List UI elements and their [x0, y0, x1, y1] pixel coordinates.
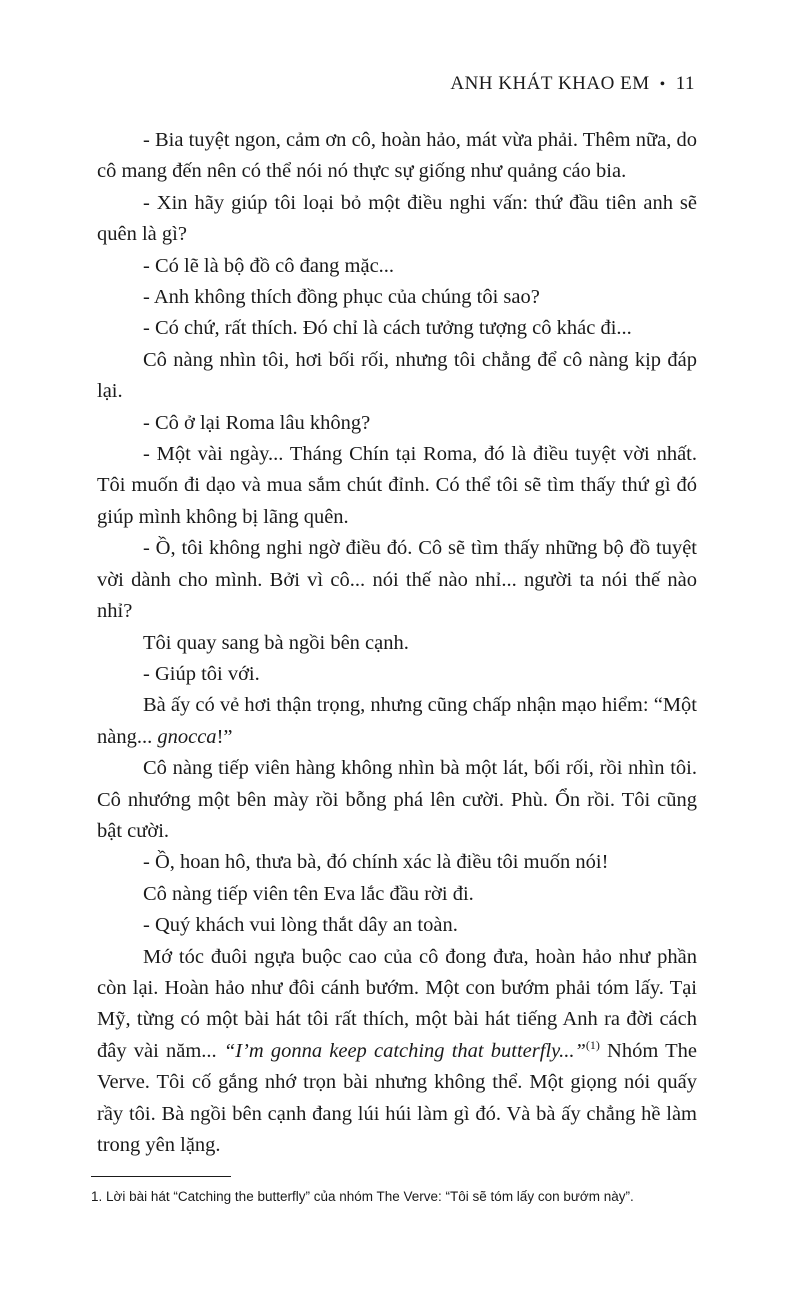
italic-word: gnocca [157, 725, 217, 748]
paragraph: Cô nàng tiếp viên tên Eva lắc đầu rời đi. [143, 882, 474, 905]
paragraph: - Bia tuyệt ngon, cảm ơn cô, hoàn hảo, mát vừa phải. Thêm nữa, do cô mang đến nên có thể nói nó thực sự giống như quảng cáo bia. [97, 129, 697, 183]
paragraph: - Một vài ngày... Tháng Chín tại Roma, đó là điều tuyệt vời nhất. Tôi muốn đi dạo và mua sắm chút đỉnh. Có thể tôi sẽ tìm thấy thứ gì đó giúp mình không bị lãng quên. [97, 443, 697, 528]
paragraph: Cô nàng tiếp viên hàng không nhìn bà một lát, bối rối, rồi nhìn tôi. Cô nhướng một bên mày rồi bỗng phá lên cười. Phù. Ổn rồi. Tôi cũng bật cười. [97, 757, 697, 842]
running-header [450, 73, 695, 95]
italic-lyric: “I’m gonna keep catching that butterfly...” [223, 1039, 586, 1062]
paragraph: - Anh không thích đồng phục của chúng tôi sao? [143, 286, 540, 309]
paragraph: Tôi quay sang bà ngồi bên cạnh. [143, 631, 409, 654]
footnote: 1. Lời bài hát “Catching the butterfly” của nhóm The Verve: “Tôi sẽ tóm lấy con bướm này”. [91, 1189, 634, 1204]
paragraph: - Xin hãy giúp tôi loại bỏ một điều nghi vấn: thứ đầu tiên anh sẽ quên là gì? [97, 191, 697, 246]
paragraph: - Cô ở lại Roma lâu không? [143, 411, 371, 434]
paragraph: - Có lẽ là bộ đồ cô đang mặc... [143, 254, 395, 277]
paragraph: - Có chứ, rất thích. Đó chỉ là cách tưởng tượng cô khác đi... [143, 317, 632, 340]
paragraph: - Ồ, hoan hô, thưa bà, đó chính xác là điều tôi muốn nói! [143, 851, 609, 874]
footnote-divider [91, 1176, 231, 1177]
paragraph: - Quý khách vui lòng thắt dây an toàn. [143, 914, 458, 937]
body-text [97, 125, 697, 1161]
text-run: Bà ấy có vẻ hơi thận trọng, nhưng cũng chấp nhận mạo hiểm: “Một nàng... [97, 694, 697, 748]
footnote-marker[interactable]: (1) [585, 1037, 600, 1052]
running-title: ANH KHÁT KHAO EM [450, 73, 650, 94]
text-run: !” [216, 725, 233, 748]
header-separator: • [659, 76, 666, 93]
text-run: Nhóm The Verve. Tôi cố gắng nhớ trọn bài nhưng không thể. Một giọng nói quấy rầy tôi. Bà ngồi bên cạnh đang lúi húi làm gì đó. Và bà ấy chẳng hề làm trong yên lặng. [97, 1039, 697, 1156]
text-run: Mớ tóc đuôi ngựa buộc cao của cô đong đưa, hoàn hảo như phần còn lại. Hoàn hảo như đôi cánh bướm. Một con bướm phải tóm lấy. Tại Mỹ, từng có một bài hát tôi rất thích, một bài hát tiếng Anh ra đời cách đây vài năm... [97, 945, 697, 1062]
paragraph: Cô nàng nhìn tôi, hơi bối rối, nhưng tôi chẳng để cô nàng kịp đáp lại. [97, 348, 697, 403]
paragraph: - Ồ, tôi không nghi ngờ điều đó. Cô sẽ tìm thấy những bộ đồ tuyệt vời dành cho mình. Bởi vì cô... nói thế nào nhỉ... người ta nói thế nào nhỉ? [97, 537, 697, 623]
paragraph-butterfly [97, 942, 697, 1162]
paragraph-gnocca [97, 690, 697, 753]
paragraph: - Giúp tôi với. [143, 662, 260, 685]
page-number: 11 [675, 73, 695, 94]
